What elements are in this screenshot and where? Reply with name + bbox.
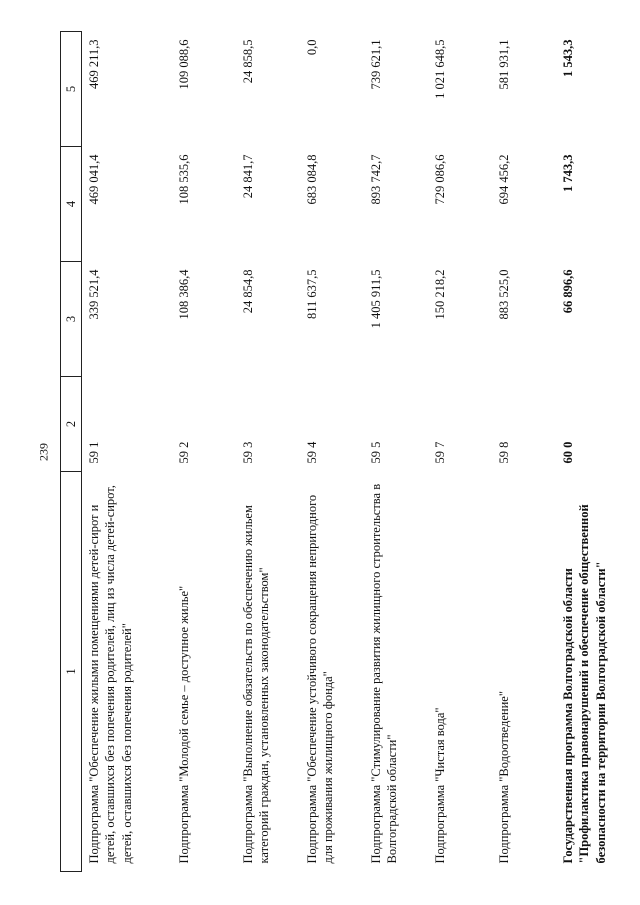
program-code: 59 1 [87,441,101,464]
value-col5: 581 931,1 [497,39,511,90]
table-header-row [61,32,82,872]
program-name: Подпрограмма "Выполнение обязательств по обеспечению жильем категорий граждан, установленных законодательством" [241,505,272,864]
column-header: 5 [61,32,82,147]
value-col4: 683 084,8 [305,154,319,205]
value-col3: 66 896,6 [561,269,575,314]
page-number: 239 [36,443,51,461]
table-row [492,32,556,872]
value-col3: 108 386,4 [177,269,191,320]
program-name: Подпрограмма "Молодой семье – доступное жилье" [177,585,191,864]
table-row [172,32,236,872]
table-row [364,32,428,872]
program-code: 59 7 [433,441,447,464]
value-col5: 109 088,6 [177,39,191,90]
table-row [236,32,300,872]
value-col4: 24 841,7 [241,154,255,199]
column-header: 1 [61,472,82,872]
value-col4: 1 743,3 [561,154,575,192]
value-col3: 339 521,4 [87,269,101,320]
value-col4: 694 456,2 [497,154,511,205]
value-col3: 24 854,8 [241,269,255,314]
value-col4: 108 535,6 [177,154,191,205]
program-code: 59 2 [177,441,191,464]
value-col5: 469 211,3 [87,39,101,90]
program-name: Государственная программа Волгоградской области "Профилактика правонарушений и обеспечение общественной безопасности на территории Волгоградской области" [561,504,608,864]
value-col3: 1 405 911,5 [369,269,383,329]
budget-table [60,31,620,872]
program-code: 59 3 [241,441,255,464]
value-col5: 1 021 648,5 [433,39,447,99]
table-row [428,32,492,872]
value-col3: 811 637,5 [305,269,319,320]
budget-table-container [60,32,608,872]
column-header: 4 [61,147,82,262]
program-name: Подпрограмма "Чистая вода" [433,707,447,864]
value-col5: 1 543,3 [561,39,575,77]
column-header: 2 [61,377,82,472]
value-col5: 0,0 [305,39,319,56]
program-code: 60 0 [561,441,575,464]
program-name: Подпрограмма "Стимулирование развития жилищного строительства в Волгоградской области" [369,483,400,864]
value-col4: 469 041,4 [87,154,101,205]
program-code: 59 4 [305,441,319,464]
program-name: Подпрограмма "Водоотведение" [497,691,511,864]
value-col3: 150 218,2 [433,269,447,320]
table-row [556,32,620,872]
table-body [82,32,621,872]
value-col5: 24 858,5 [241,39,255,84]
program-name: Подпрограмма "Обеспечение устойчивого сокращения непригодного для проживания жилищного фонда" [305,494,336,864]
column-header: 3 [61,262,82,377]
table-row [300,32,364,872]
value-col4: 729 086,6 [433,154,447,205]
program-code: 59 8 [497,441,511,464]
value-col5: 739 621,1 [369,39,383,90]
value-col3: 883 525,0 [497,269,511,320]
table-row [82,32,173,872]
program-name: Подпрограмма "Обеспечение жилыми помещениями детей-сирот и детей, оставшихся без попечения родителей, лиц из числа детей-сирот, детей, оставшихся без попечения родителей" [87,485,134,864]
program-code: 59 5 [369,441,383,464]
value-col4: 893 742,7 [369,154,383,205]
